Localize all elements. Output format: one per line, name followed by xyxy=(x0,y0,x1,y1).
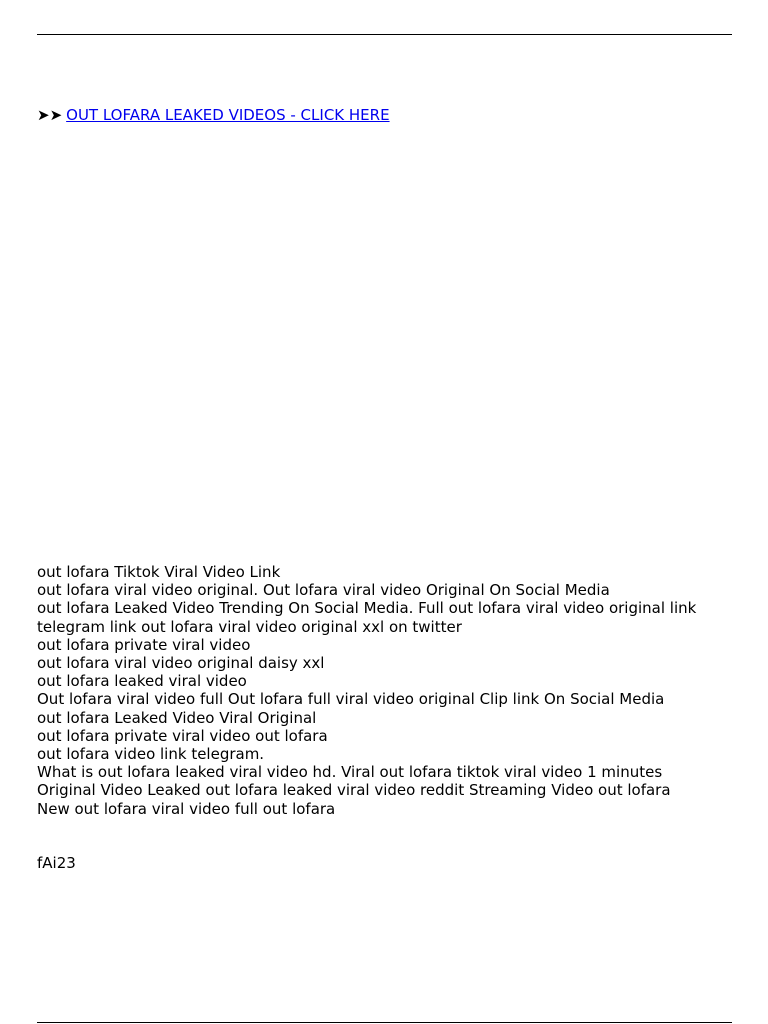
body-line: out lofara Leaked Video Trending On Social Media. Full out lofara viral video original link xyxy=(37,599,697,618)
body-line: out lofara video link telegram. xyxy=(37,745,265,764)
leaked-videos-link-line xyxy=(37,106,390,124)
body-line: out lofara viral video original. Out lofara viral video Original On Social Media xyxy=(37,581,610,600)
body-line: out lofara viral video original daisy xxl xyxy=(37,654,325,673)
double-arrow-icon: ➤➤ xyxy=(37,106,63,124)
bottom-divider xyxy=(37,1022,732,1023)
top-divider xyxy=(37,34,732,35)
leaked-videos-link[interactable]: OUT LOFARA LEAKED VIDEOS - CLICK HERE xyxy=(66,106,390,124)
footer-code: fAi23 xyxy=(37,854,76,872)
body-line: out lofara leaked viral video xyxy=(37,672,247,691)
body-line: telegram link out lofara viral video original xxl on twitter xyxy=(37,617,462,636)
body-line: Out lofara viral video full Out lofara full viral video original Clip link On Social Media xyxy=(37,690,665,709)
body-line: out lofara Leaked Video Viral Original xyxy=(37,708,317,727)
body-line: What is out lofara leaked viral video hd. Viral out lofara tiktok viral video 1 minutes xyxy=(37,763,663,782)
body-line: Original Video Leaked out lofara leaked viral video reddit Streaming Video out lofara xyxy=(37,781,671,800)
body-line: out lofara private viral video out lofara xyxy=(37,726,328,745)
body-line: out lofara private viral video xyxy=(37,635,251,654)
body-line: out lofara Tiktok Viral Video Link xyxy=(37,563,281,581)
body-line: New out lofara viral video full out lofara xyxy=(37,799,336,818)
body-text-block xyxy=(37,563,737,818)
